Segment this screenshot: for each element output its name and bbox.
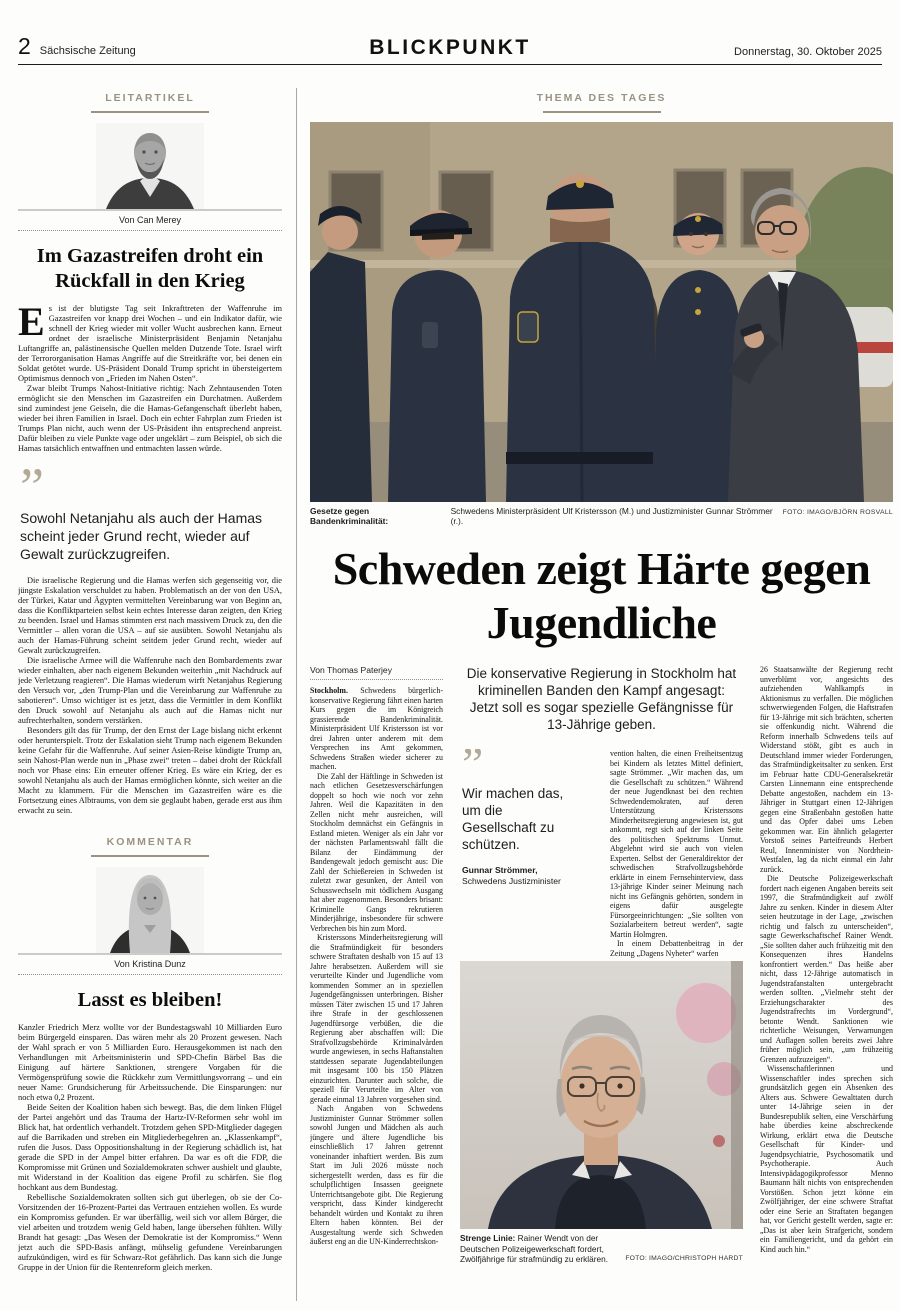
label-underline (91, 111, 209, 113)
paragraph: Kristerssons Minderheitsregierung will die Strafmündigkeit für besonders schwere Straftaten deshalb von 15 auf 13 Jahre herabsetzen. Außerdem will sie verurteilte Kinder und Jugendliche vom kommenden Sommer an in speziellen Jugendgefängnissen unterbringen. Bisher müssen Täter zwischen 15 und 17 Jahren ihre Strafe in der geschlossenen Jugendfürsorge verbüßen, die die Regierung aber abschaffen will: Die Strafvollzugsbehörde Kriminalvården wurde angewiesen, in sechs Haftanstalten stattdessen separate Jugendabteilungen mit insgesamt 100 bis 150 Plätzen einzurichten. Darunter auch solche, die speziell für Verurteilte im Alter von gerade einmal 13 Jahren vorgesehen sind. (310, 933, 443, 1104)
kommentar-body (18, 1023, 282, 1273)
paragraph: vention halten, die einen Freiheitsentzug bei Kindern als letztes Mittel definiert, sagte Strömmer. „Wir machen das, um die Gesellschaft zu schützen.“ Während der neue Jugendknast bei den rechten Schwedendemokraten, auf deren Unterstützung Kristerssons Minderheitsregierung angewiesen ist, gut ankommt, regt sich auf der linken Seite des politischen Spektrums Unmut. Abgelehnt wird sie auch von vielen Experten. Selbst der Generaldirektor der schwedischen Strafvollzugsbehörde erklärte in einem Fernsehinterview, dass 13-jährige Kinder seiner Meinung nach nicht ins Gefängnis gehörten, sondern in eigens dafür ausgelegte Fürsorgeeinrichtungen: „Sie sollten von Sozialarbeitern betreut werden“, sagte Martin Holmgren. (610, 749, 743, 939)
kommentar-headline: Lasst es bleiben! (77, 989, 223, 1011)
column-4-text (760, 665, 893, 1254)
paragraph: Beide Seiten der Koalition haben sich bewegt. Bas, die dem linken Flügel der Partei angehört und das Trauma der Hartz-IV-Reformen sehr wohl im Blick hat, hat ordentlich verhandelt. Trotzdem gehen SPD-Mitglieder dagegen auf die Barrikaden und streben ein Mitgliederbegehren an. „Klassenkampf“, rufen die Jusos. Dass Oppositionshaltung in der Regierung schädlich ist, hat gerade die SPD in der Ampel bitter erfahren. Da war es oft die FDP, die Kompromisse mit Grünen und Sozialdemokraten schwer aushielt und glaubte, mit Widerstand in der Koalition das eigene Profil zu schärfen. Sie flog hochkant aus dem Bundestag. (18, 1103, 282, 1192)
paragraph: Nach Angaben von Schwedens Justizminister Gunnar Strömmer sollen sowohl Jungen und Mädchen als auch jüngere und ältere Jugendliche bis einschließlich 17 Jahren getrennt voneinander inhaftiert werden. Bis zum Start im Juli 2026 müsste noch sichergestellt werden, dass es für die schulpflichtigen Insassen geeignete Unterrichtsangebote gibt. Die Regierung verspricht, dass Kinder kindgerecht behandelt würden und Kontakt zu ihren Eltern haben könnten. Bei der Ausgestaltung werde sich Schweden äußerst eng an die UN-Kinderrechtskon- (310, 1104, 443, 1246)
label-underline (91, 855, 209, 857)
paragraph: 26 Staatsanwälte der Regierung recht unverblümt vor, angesichts des aufziehenden Wahlkampfs in Aktionismus zu verfallen. Die möglichen schwerwiegenden Folgen, die Haftstrafen für 13-Jährige mit sich brächten, scherten sie offenkundig nicht. Während die Reform innerhalb Schwedens teils auf Widerstand stößt, gibt es auch in Deutschland immer wieder Forderungen, das Strafmündigkeitsalter zu senken. Erst im Februar hatte CDU-Generalsekretär Carsten Linnemann eine entsprechende Debatte angestoßen, nachdem ein 13-Jähriger in Stuttgart einen 12-Jährigen gegen eine Straßenbahn gestoßen hatte und das Opfer dabei ums Leben gekommen war. Ein ähnlich gelagerter Vorstoß seines Parteifreunds Herbert Reul, Innenminister von Nordrhein-Westfalen, lag da nicht einmal ein Jahr zurück. (760, 665, 893, 874)
photo-credit: FOTO: IMAGO/BJÖRN ROSVALL (782, 509, 893, 516)
caption-text: Schwedens Ministerpräsident Ulf Kristersson (M.) und Justizminister Gunnar Strömmer (r.). (450, 506, 773, 526)
wendt-photo-illustration (460, 961, 743, 1229)
article-column-4 (760, 665, 893, 1304)
dotted-rule (18, 974, 282, 975)
byline-kristina-dunz: Von Kristina Dunz (114, 959, 186, 969)
quote-mark-icon: ” (462, 749, 484, 779)
article-column-middle (460, 665, 743, 1304)
dateline: Stockholm. (310, 686, 348, 695)
paragraph: Zwar bleibt Trumps Nahost-Initiative richtig: Nach Zehntausenden Toten ermöglicht sie den Menschen im Gazastreifen ein Durchatmen. Außerdem sind zumindest jene Geiseln, die die Hamas-Gefangenschaft überlebt haben, wieder bei ihren Familien in Israel. Doch ein echter Fahrplan zum Frieden ist Trumps Plan nicht, auch wenn der US-Präsident ihn entsprechend anpreist. Dafür bleiben zu viele Punkte vage oder ungeklärt – zum Beispiel, ob sich die Hamas tatsächlich entwaffnen und entmachten lassen würde. (18, 384, 282, 453)
wendt-photo-caption (460, 1233, 743, 1265)
paragraph: Besonders gilt das für Trump, der den Ernst der Lage bislang nicht erkennt oder herunterspielt. Trotz der Eskalation sieht Trump nach eigenem Bekunden keine Gefahr für die Waffenruhe. Auf seiner Asien-Reise kündigte Trump an, sein Nahost-Plan werde nun in „Phase zwei“ treten – dabei droht der Rückfall noch vor Phase eins: Ein erneuter offener Krieg. Es wäre ein Krieg, der es sowohl Netanjahu als auch der Hamas ermöglichen könnte, sich weiter an die Macht zu klammern. Für die Menschen im Gazastreifen wäre es die Fortsetzung eines Albtraums, von dem sie geglaubt haben, gerade erst aus ihm erwacht zu sein. (18, 726, 282, 815)
main-photo-kristersson-stroemmer (310, 122, 893, 502)
column-3-text (610, 749, 743, 961)
paragraph: Die Deutsche Polizeigewerkschaft fordert nach eigenen Angaben bereits seit 1997, die Strafmündigkeit auf zwölf Jahre zu senken. Kinder in diesem Alter seien heutzutage in der Lage, „zwischen richtig und falsch zu unterscheiden“, sagte Gewerkschaftschef Rainer Wendt. „Sie sollten daher auch frühzeitig mit den Konsequenzen ihres Handelns konfrontiert werden.“ Das heiße aber nicht, dass 12-Jährige automatisch in Jugendstrafanstalten untergebracht werden sollten. „Vielmehr steht der Erziehungscharakter des Jugendstrafrechts im Vordergrund“, betonte Wendt. Sanktionen wie richterliche Weisungen, Verwarnungen und Auflagen sollen bereits zwei Jahre früher möglich sein, „um frühzeitig Grenzen aufzuzeigen“. (760, 874, 893, 1064)
photo-rainer-wendt (460, 961, 743, 1229)
section-title: BLICKPUNKT (369, 36, 531, 59)
photo-credit: FOTO: IMAGO/CHRISTOPH HARDT (625, 1255, 743, 1262)
page-header (18, 33, 882, 62)
paragraph: Stockholm. Schwedens bürgerlich-konservative Regierung fährt einen harten Kurs gegen die im Königreich grassierende Bandenkriminalität. Ministerpräsident Ulf Kristersson ist vor drei Jahren unter anderem mit dem Versprechen ins Amt gekommen, Schwedens Straßen wieder sicherer zu machen. (310, 686, 443, 771)
quote-mark-icon: ” (20, 469, 44, 503)
page-number: 2 (18, 33, 31, 59)
headshot-merey-illustration (96, 123, 204, 209)
thema-des-tages-section (310, 88, 893, 1304)
byline-thomas-paterjey: Von Thomas Paterjey (310, 665, 393, 675)
paragraph: Es ist der blutigste Tag seit Inkrafttreten der Waffenruhe im Gazastreifen vor knapp drei Wochen – und ein Indikator dafür, wie schnell der Krieg wieder mit voller Wucht ausbrechen kann. Erneut ordnet der israelische Ministerpräsident Benjamin Netanjahu Luftangriffe an, palästinensische Quellen melden Dutzende Tote. Israel wirft der Terrororganisation Hamas Angriffe auf die Streitkräfte vor, bei denen ein Soldat getötet wurde. US-Präsident Donald Trump spricht in übersteigertem Optimismus dennoch von „Frieden im Nahen Osten“. (18, 299, 282, 383)
paragraph: Die israelische Armee will die Waffenruhe nach den Bombardements zwar wieder einhalten, aber nach eigenem Bekunden weiterhin „mit Nachdruck auf jede Verletzung reagieren“. Die Hamas wiederum wirft Netanjahus Regierung den Versuch vor, „den Trump-Plan und die Vereinbarung zur Waffenruhe zu sabotieren“. Umso wichtiger ist es jetzt, dass die Vermittler in dem Konflikt den Druck sowohl auf Netanjahu als auch auf die Hamas nicht nur aufrechterhalten, sondern verstärken. (18, 656, 282, 725)
paragraph: Kanzler Friedrich Merz wollte vor der Bundestagswahl 10 Milliarden Euro beim Bürgergeld einsparen. Das wären mehr als 20 Prozent gewesen. Nach der Wahl sprach er von 5 Milliarden Euro. Herausgekommen ist nach den Verhandlungen mit Arbeitsministerin und SPD-Chefin Bärbel Bas die Einigung auf härtere Sanktionen, strengere Vorgaben für die Vermögensprüfung sowie die Rückkehr zum Vermittlungsvorrang – und ein neuer Name: Grundsicherung für Arbeitssuchende. Die Einsparungen: nur noch etwa 0,2 Prozent. (18, 1023, 282, 1102)
quote-role: Schwedens Justizminister (462, 876, 561, 886)
quote-attribution (462, 865, 593, 887)
headshot-dunz-illustration (96, 867, 204, 953)
issue-date: Donnerstag, 30. Oktober 2025 (734, 46, 882, 58)
column-divider (296, 88, 297, 1301)
leitartikel-body-2 (18, 576, 282, 816)
column-1-text (310, 686, 443, 1247)
leitartikel-body (18, 299, 282, 454)
author-photo-can-merey (18, 123, 282, 211)
dotted-rule (310, 679, 443, 680)
drop-cap: E (18, 299, 45, 344)
thema-headline: Schweden zeigt Härte gegen Jugendliche (332, 543, 871, 648)
paragraph: Wissenschaftlerinnen und Wissenschaftler indes sprechen sich grundsätzlich gegen ein Absenken des Alters aus. Schwere Gewalttaten durch unter 14-Jährige seien in der Bundesrepublik selten, eine Verschärfung habe überdies keine abschreckende Wirkung, erklärt etwa die Deutsche Gesellschaft für Kinder- und Jugendpsychiatrie, Psychosomatik und Psychotherapie. Auch Intensivpädagogikprofessor Menno Baumann hält nichts von entsprechenden Vorstößen. Schon jetzt könne ein Zwölfjähriger, der eine schwere Straftat oder eine Serie an Straftaten begangen hat, vor Gericht gestellt werden, sagte er: „Das ist aber kein Strafgericht, sondern ein Familiengericht, und da gehört ein Kind auch hin.“ (760, 1064, 893, 1254)
opinion-column (18, 88, 282, 1304)
leitartikel-headline: Im Gazastreifen droht ein Rückfall in den Krieg (36, 245, 264, 292)
label-underline (543, 111, 661, 113)
main-photo-illustration (310, 122, 893, 502)
standfirst: Die konservative Regierung in Stockholm hat kriminellen Banden den Kampf angesagt: Jetzt soll es sogar spezielle Gefängnisse für 13-Jährige geben. (466, 666, 737, 732)
leitartikel-pull-quote (20, 469, 280, 563)
quote-text: Sowohl Netanjahu als auch der Hamas scheint jeder Grund recht, wieder auf Gewalt zurückzugreifen. (20, 510, 263, 562)
thema-article (310, 665, 893, 1304)
paper-name: Sächsische Zeitung (39, 45, 136, 57)
paragraph: Rebellische Sozialdemokraten sollten sich gut überlegen, ob sie der Co-Vorsitzenden der 16-Prozent-Partei das Vertrauen entziehen wollen. Es wurde ein Kompromiss gefunden. Er war überfällig, weil sich vor allem Bürger, die viel arbeiten und trotzdem wenig Geld haben, lange übersehen fühlten. Willy Brandt hat gesagt: „Das Wesen der Demokratie ist der Kompromiss.“ Wenn jetzt auch die SPD-Basis anfängt, mühselig gefundene Vereinbarungen aufzukündigen, wird es für Schwarz-Rot gefährlich. Das kann sich die Junge Gruppe in der Union für die Rentenreform gleich merken. (18, 1193, 282, 1272)
paragraph: In einem Debattenbeitrag in der Zeitung „Dagens Nyheter“ warfen (610, 939, 743, 958)
quote-name: Gunnar Strömmer, (462, 865, 538, 875)
paragraph: Die israelische Regierung und die Hamas werfen sich gegenseitig vor, die jüngste Eskalation verschuldet zu haben. Problematisch an der von den USA, der Türkei, Katar und Ägypten vermittelten Vereinbarung war von Beginn an, dass die Konfliktparteien selbst kein echtes Interesse daran zeigten, den Krieg zu beenden. Israel und Hamas stimmten erst nach massivem Druck zu, den die Vermittler – allen voran die USA – auf sie ausübten. Sowohl Netanjahu als auch der Hamas-Führung scheint seitdem jeder Grund recht, wieder auf Gewalt zurückzugreifen. (18, 576, 282, 655)
author-photo-kristina-dunz (18, 867, 282, 955)
byline-can-merey: Von Can Merey (118, 215, 182, 225)
article-column-1 (310, 665, 443, 1304)
thema-pull-quote (460, 749, 593, 961)
middle-row (460, 749, 743, 961)
caption-text: Strenge Linie: Rainer Wendt von der Deutschen Polizeigewerkschaft fordert, Zwölfjährige für strafmündig zu erklären. (460, 1233, 609, 1264)
caption-lead: Gesetze gegen Bandenkriminalität: (310, 506, 389, 526)
kommentar-label: KOMMENTAR (18, 832, 282, 857)
paragraph: Die Zahl der Häftlinge in Schweden ist nach etlichen Gesetzesverschärfungen doppelt so hoch wie noch vor zehn Jahren. Weil die Kapazitäten in den Zellen nicht mehr ausreichen, will Stockholm demnächst ein Gefängnis in Estland mieten. Weniger als ein Jahr vor der nächsten Parlamentswahl fällt die Bilanz der Eindämmung der Bandengewalt jedoch gemischt aus: Die Zahl der Schießereien in Schweden ist zuletzt zwar gesunken, der Anteil von Schusswechseln mit tödlichem Ausgang hat aber zugenommen. Besonders brisant: Kriminelle Gangs rekrutieren Minderjährige, insbesondere für schwere Verbrechen bis hin zum Mord. (310, 771, 443, 933)
leitartikel-label: LEITARTIKEL (18, 88, 282, 113)
dotted-rule (18, 230, 282, 231)
thema-label: THEMA DES TAGES (310, 88, 893, 113)
header-rule (18, 64, 882, 65)
quote-text: Wir machen das, um die Gesellschaft zu schützen. (462, 786, 564, 852)
main-photo-caption (310, 506, 893, 526)
